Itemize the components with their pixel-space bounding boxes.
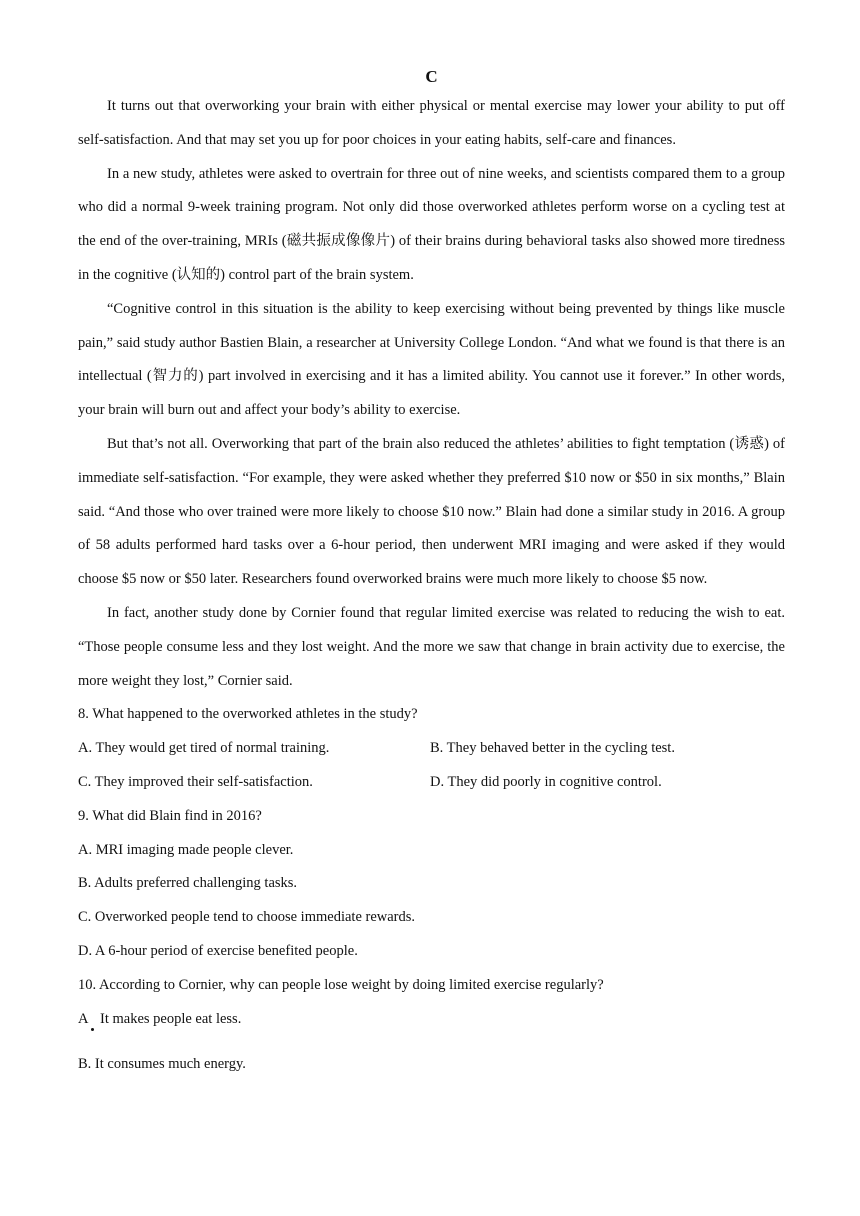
question-9-stem: 9. What did Blain find in 2016? <box>78 807 262 824</box>
question-8-options-row-1 <box>78 732 785 766</box>
passage-paragraph-2: In a new study, athletes were asked to overtrain for three out of nine weeks, and scientists compared them to a group who did a normal 9-week training program. Not only did those overworked athletes perform worse on a cycling test at the end of the over-training, MRIs (磁共振成像像片) of their brains during behavioral tasks also showed more tiredness in the cognitive (认知的) control part of the brain system. <box>78 165 785 283</box>
option-dot <box>91 1028 94 1031</box>
question-9-option-c: C. Overworked people tend to choose immediate rewards. <box>78 909 416 926</box>
question-9 <box>78 800 785 969</box>
question-10 <box>78 969 785 1082</box>
question-8-option-a: A. They would get tired of normal training. <box>78 740 330 757</box>
passage-paragraph-4: But that’s not all. Overworking that part of the brain also reduced the athletes’ abilities to fight temptation (诱惑) of immediate self-satisfaction. “For example, they were asked whether they preferred $10 now or $50 in six months,” Blain said. “And those who over trained were more likely to choose $10 now.” Blain had done a similar study in 2016. A group of 58 adults performed hard tasks over a 6-hour period, then underwent MRI imaging and were asked if they would choose $5 now or $50 later. Researchers found overworked brains were much more likely to choose $5 now. <box>78 435 785 588</box>
passage-paragraph-3: “Cognitive control in this situation is the ability to keep exercising without being prevented by things like muscle pain,” said study author Bastien Blain, a researcher at University College London. “And what we found is that there is an intellectual (智力的) part involved in exercising and it has a limited ability. You cannot use it forever.” In other words, your brain will burn out and affect your body’s ability to exercise. <box>78 300 785 419</box>
question-8 <box>78 698 785 799</box>
question-9-option-b: B. Adults preferred challenging tasks. <box>78 875 298 892</box>
question-9-option-d: D. A 6-hour period of exercise benefited people. <box>78 942 358 959</box>
passage-paragraph-5: In fact, another study done by Cornier found that regular limited exercise was related to reducing the wish to eat. “Those people consume less and they lost weight. And the more we saw that change in brain activity due to exercise, the more weight they lost,” Cornier said. <box>78 604 785 689</box>
question-8-option-d: D. They did poorly in cognitive control. <box>430 773 662 790</box>
question-10-option-a-letter: A <box>78 1003 100 1037</box>
question-8-option-c: C. They improved their self-satisfaction. <box>78 773 313 790</box>
passage-paragraph-1: It turns out that overworking your brain with either physical or mental exercise may lower your ability to put off self-satisfaction. And that may set you up for poor choices in your eating habits, self-care and finances. <box>78 98 785 148</box>
question-8-option-b: B. They behaved better in the cycling test. <box>430 740 675 757</box>
question-8-stem: 8. What happened to the overworked athletes in the study? <box>78 706 418 723</box>
question-10-option-a-text: It makes people eat less. <box>100 1010 242 1027</box>
question-10-option-a <box>78 1003 785 1037</box>
question-10-stem: 10. According to Cornier, why can people lose weight by doing limited exercise regularly? <box>78 976 604 993</box>
question-8-options-row-2 <box>78 766 785 800</box>
document-page <box>78 66 785 1082</box>
section-title: C <box>425 67 438 86</box>
question-9-option-a: A. MRI imaging made people clever. <box>78 841 294 858</box>
question-10-option-b: B. It consumes much energy. <box>78 1056 246 1073</box>
